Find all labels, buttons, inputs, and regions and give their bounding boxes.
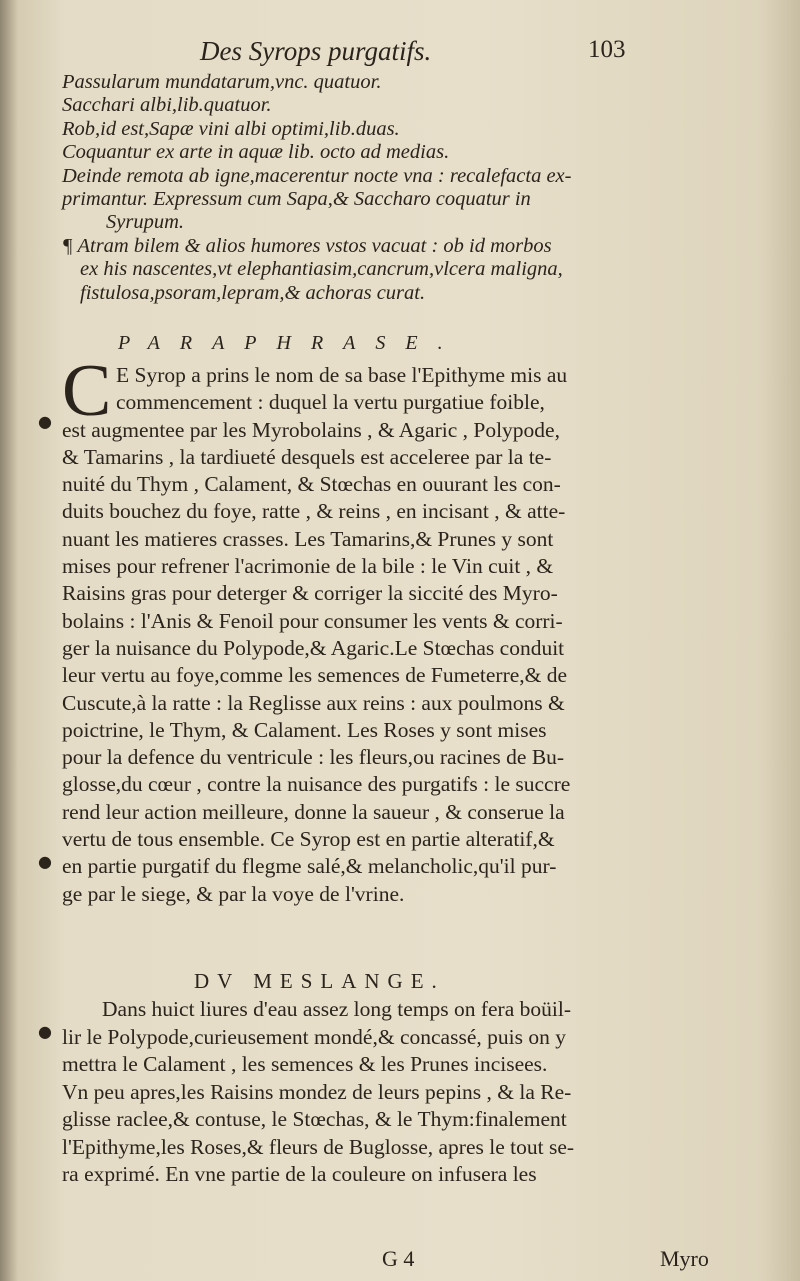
recipe-block xyxy=(62,71,752,305)
paraphrase-line: vertu de tous ensemble. Ce Syrop est en partie alteratif,& xyxy=(62,827,555,852)
page-footer xyxy=(382,1246,722,1274)
paraphrase-line: E Syrop a prins le nom de sa base l'Epithyme mis au xyxy=(116,363,568,387)
recipe-line: Syrupum. xyxy=(106,211,185,234)
book-gutter xyxy=(0,0,18,1281)
recipe-line: ¶ Atram bilem & alios humores vstos vacuat : ob id morbos xyxy=(62,234,552,257)
recipe-line: fistulosa,psoram,lepram,& achoras curat. xyxy=(80,281,426,304)
recipe-line: Passularum mundatarum,vnc. quatuor. xyxy=(62,71,382,93)
meslange-line: mettra le Calament , les semences & les Prunes incisees. xyxy=(62,1052,548,1076)
paraphrase-line: bolains : l'Anis & Fenoil pour consumer les vents & corri- xyxy=(62,608,563,633)
section-heading-paraphrase: PARAPHRASE. xyxy=(118,332,463,354)
meslange-line: l'Epithyme,les Roses,& fleurs de Buglosse, apres le tout se- xyxy=(62,1134,575,1159)
meslange-text xyxy=(62,996,762,1189)
paraphrase-line: mises pour refrener l'acrimonie de la bile : le Vin cuit , & xyxy=(62,554,554,579)
paraphrase-line: nuité du Thym , Calament, & Stœchas en ouurant les con- xyxy=(62,472,561,497)
meslange-line: lir le Polypode,curieusement mondé,& concassé, puis on y xyxy=(62,1024,566,1049)
recipe-line: Rob,id est,Sapæ vini albi optimi,lib.duas. xyxy=(62,117,400,140)
recipe-line: Coquantur ex arte in aquæ lib. octo ad medias. xyxy=(62,141,450,164)
paraphrase-line: poictrine, le Thym, & Calament. Les Roses y sont mises xyxy=(62,717,547,742)
meslange-line: ra exprimé. En vne partie de la couleure on infusera les xyxy=(62,1162,537,1186)
running-title: Des Syrops purgatifs. xyxy=(200,36,432,66)
paraphrase-line: rend leur action meilleure, donne la saueur , & conserue la xyxy=(62,799,565,824)
margin-bullet-icon: ● xyxy=(38,1022,52,1041)
recipe-line: primantur. Expressum cum Sapa,& Saccharo coquatur in xyxy=(62,187,531,210)
paraphrase-line: leur vertu au foye,comme les semences de Fumeterre,& de xyxy=(62,663,568,688)
paraphrase-text xyxy=(62,362,762,908)
paraphrase-line: est augmentee par les Myrobolains , & Agaric , Polypode, xyxy=(62,417,560,442)
drop-capital: C xyxy=(62,350,112,432)
meslange-line: glisse raclee,& contuse, le Stœchas, & le Thym:finalement xyxy=(62,1107,567,1131)
recipe-line: Sacchari albi,lib.quatuor. xyxy=(62,94,272,117)
paraphrase-line: pour la defence du ventricule : les fleurs,ou racines de Bu- xyxy=(62,745,565,770)
page-edge-shadow xyxy=(760,0,800,1281)
meslange-line: Dans huict liures d'eau assez long temps on fera boüil- xyxy=(102,997,571,1021)
paraphrase-line: Cuscute,à la ratte : la Reglisse aux reins : aux poulmons & xyxy=(62,690,565,715)
recipe-line: Deinde remota ab igne,macerentur nocte vna : recalefacta ex- xyxy=(62,164,572,187)
paraphrase-line: nuant les matieres crasses. Les Tamarins,& Prunes y sont xyxy=(62,526,554,551)
section-heading-meslange: DV MESLANGE. xyxy=(194,969,445,993)
recipe-line: ex his nascentes,vt elephantiasim,cancrum,vlcera maligna, xyxy=(80,258,563,281)
signature-mark: G 4 xyxy=(382,1246,415,1271)
paraphrase-line: Raisins gras pour deterger & corriger la siccité des Myro- xyxy=(62,581,558,606)
paraphrase-line: & Tamarins , la tardiueté desquels est acceleree par la te- xyxy=(62,444,552,469)
paraphrase-line: commencement : duquel la vertu purgatiue foible, xyxy=(116,390,545,415)
catchword: Myro xyxy=(660,1246,709,1271)
running-header xyxy=(200,36,626,70)
page-number: 103 xyxy=(588,36,626,63)
margin-bullet-icon: ● xyxy=(38,412,52,431)
paraphrase-line: glosse,du cœur , contre la nuisance des purgatifs : le succre xyxy=(62,772,571,797)
paraphrase-line: ge par le siege, & par la voye de l'vrine. xyxy=(62,881,405,906)
meslange-line: Vn peu apres,les Raisins mondez de leurs pepins , & la Re- xyxy=(62,1079,572,1104)
paraphrase-line: ger la nuisance du Polypode,& Agaric.Le Stœchas conduit xyxy=(62,635,565,660)
paraphrase-line: duits bouchez du foye, ratte , & reins , en incisant , & atte- xyxy=(62,499,566,524)
paraphrase-line: en partie purgatif du flegme salé,& melancholic,qu'il pur- xyxy=(62,854,557,879)
margin-bullet-icon: ● xyxy=(38,852,52,871)
